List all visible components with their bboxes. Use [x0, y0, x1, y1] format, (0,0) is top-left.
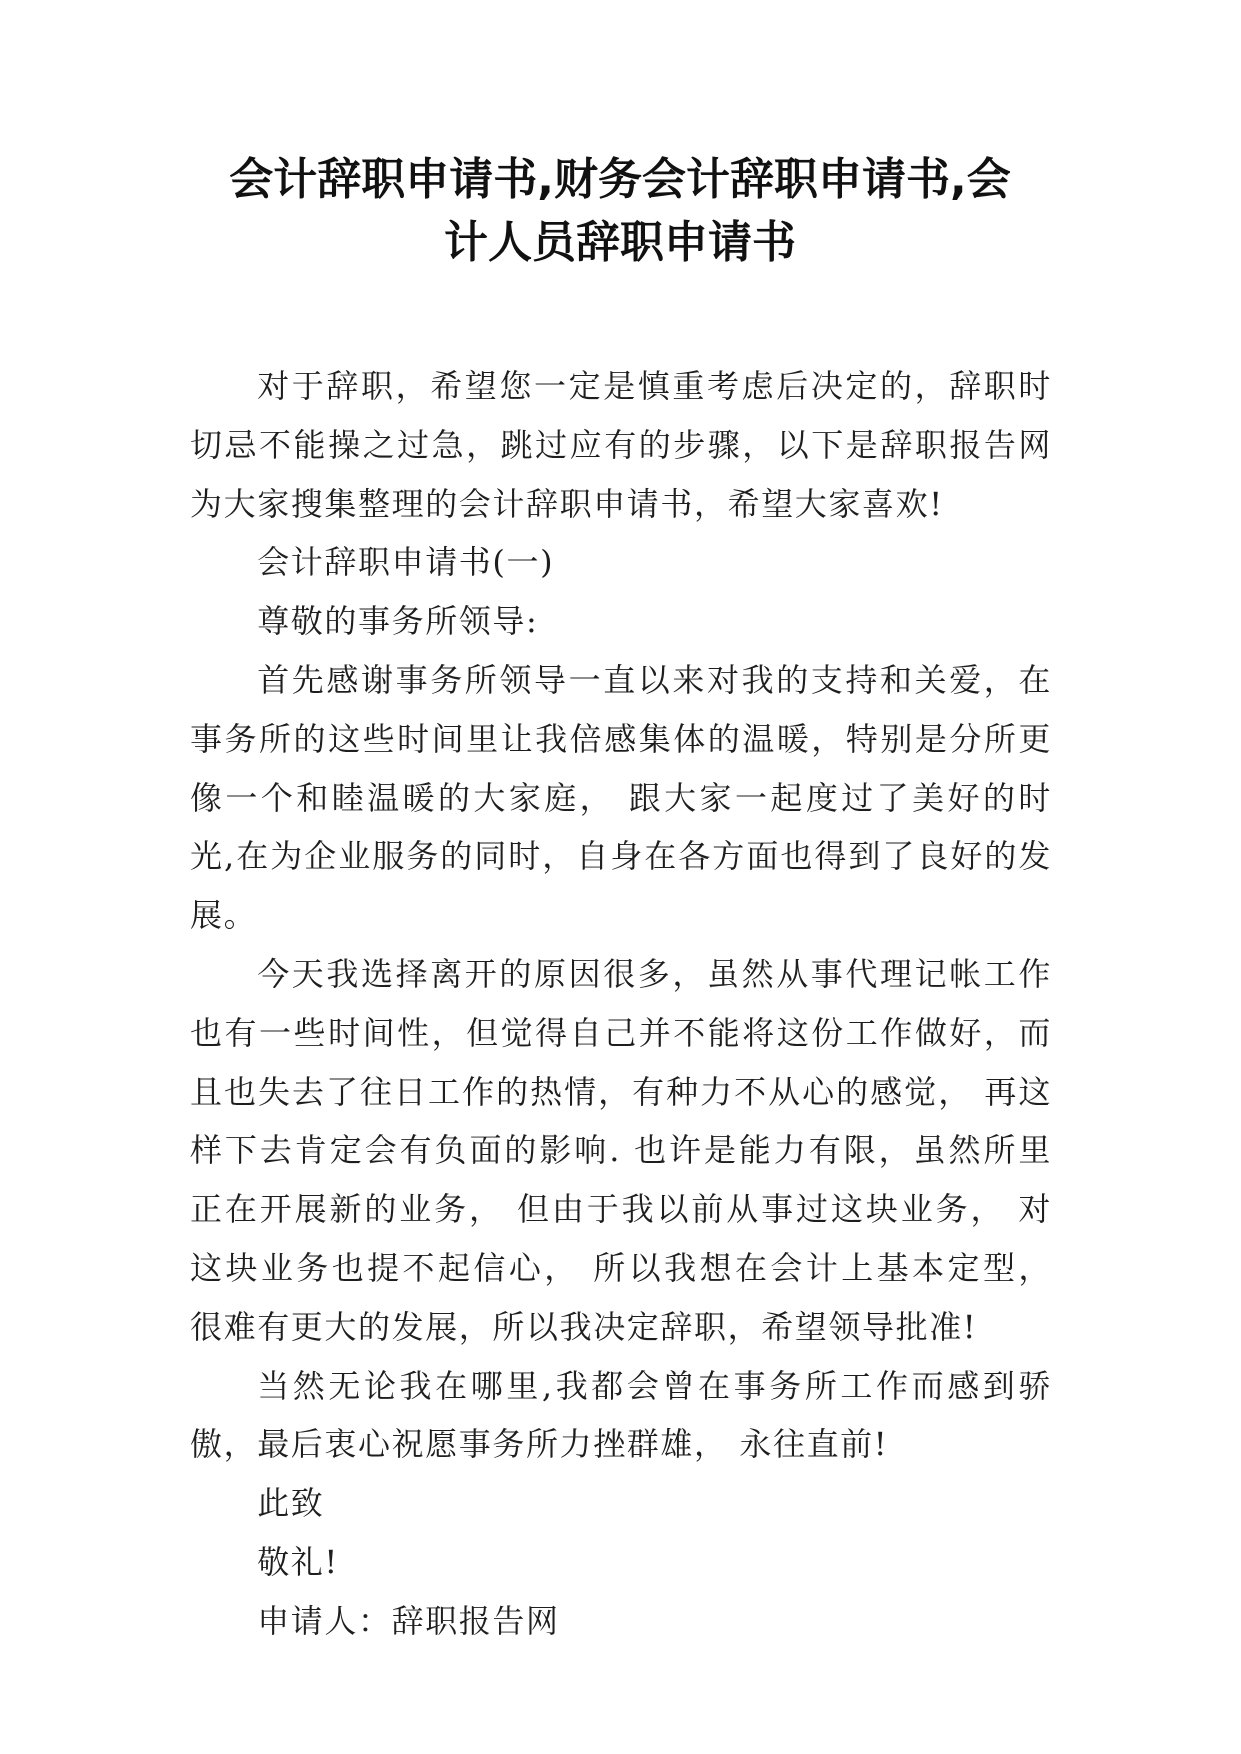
salutation: 尊敬的事务所领导: — [257, 602, 539, 641]
intro-paragraph: 对于辞职，希望您一定是慎重考虑后决定的，辞职时切忌不能操之过急，跳过应有的步骤，以下是辞职报告网为大家搜集整理的会计辞职申请书，希望大家喜欢! — [190, 367, 1052, 523]
document-title — [190, 148, 1050, 274]
closing-phrase: 此致 — [257, 1484, 325, 1523]
document-body — [190, 357, 1052, 1651]
title-line-1: 会计辞职申请书,财务会计辞职申请书,会 — [229, 154, 1011, 205]
body-paragraph-reasons: 今天我选择离开的原因很多，虽然从事代理记帐工作也有一些时间性，但觉得自己并不能将这份工作做好，而且也失去了往日工作的热情，有种力不从心的感觉， 再这样下去肯定会有负面的影响. 也许是能力有限，虽然所里正在开展新的业务， 但由于我以前从事过这块业务， 对这块业务也提不起信心， 所以我想在会计上基本定型， 很难有更大的发展，所以我决定辞职，希望领导批准! — [190, 954, 1052, 1346]
signature-line: 申请人：辞职报告网 — [257, 1601, 560, 1640]
regards: 敬礼! — [257, 1542, 339, 1581]
body-paragraph-closing: 当然无论我在哪里,我都会曾在事务所工作而感到骄傲，最后衷心祝愿事务所力挫群雄， 永往直前! — [190, 1366, 1052, 1464]
section-heading: 会计辞职申请书(一) — [257, 543, 555, 582]
body-paragraph-thanks: 首先感谢事务所领导一直以来对我的支持和关爱，在事务所的这些时间里让我倍感集体的温暖，特别是分所更像一个和睦温暖的大家庭， 跟大家一起度过了美好的时光,在为企业服务的同时，自身在各方面也得到了良好的发展。 — [190, 660, 1052, 935]
title-line-2: 计人员辞职申请书 — [444, 217, 796, 268]
